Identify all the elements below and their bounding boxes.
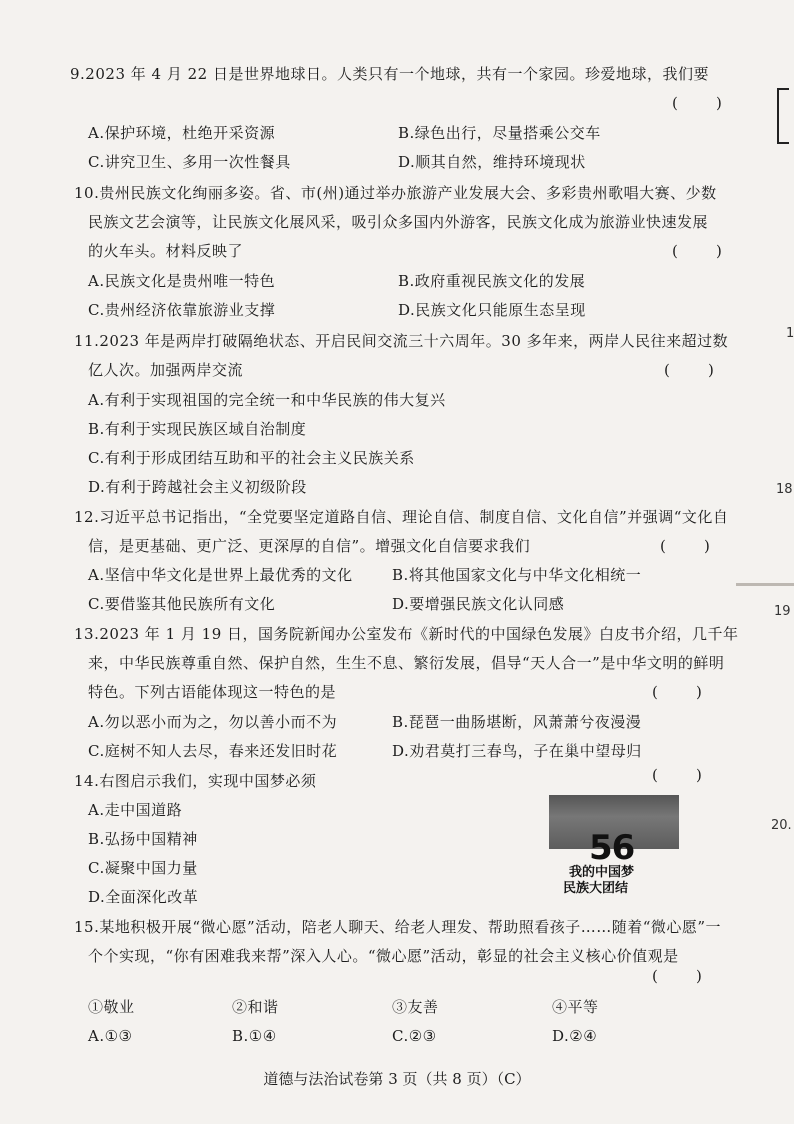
q11-answer-blank[interactable]: ( ): [664, 361, 714, 379]
q15-item-2: ②和谐: [232, 998, 279, 1016]
q10-option-c: C.贵州经济依靠旅游业支撑: [88, 301, 276, 319]
page-footer: 道德与法治试卷第 3 页（共 8 页）（C）: [263, 1070, 531, 1088]
q9-option-a: A.保护环境，杜绝开采资源: [88, 124, 276, 142]
q9-answer-blank[interactable]: ( ): [672, 94, 722, 112]
q9-option-c: C.讲究卫生、多用一次性餐具: [88, 153, 291, 171]
q15-item-3: ③友善: [392, 998, 439, 1016]
q10-option-d: D.民族文化只能原生态呈现: [398, 301, 586, 319]
q10-answer-blank[interactable]: ( ): [672, 242, 722, 260]
q15-option-c: C.②③: [392, 1027, 437, 1045]
margin-smudge: [736, 583, 794, 586]
q11-option-d: D.有利于跨越社会主义初级阶段: [88, 478, 307, 496]
q14-stem-line-1: 14.右图启示我们，实现中国梦必须: [74, 772, 317, 790]
q15-option-d: D.②④: [552, 1027, 598, 1045]
q12-option-a: A.坚信中华文化是世界上最优秀的文化: [88, 566, 353, 584]
q9-stem-line-1: 9.2023 年 4 月 22 日是世界地球日。人类只有一个地球，共有一个家园。珍爱地球，我们要: [70, 65, 709, 83]
q9-option-d: D.顺其自然，维持环境现状: [398, 153, 586, 171]
q12-option-d: D.要增强民族文化认同感: [392, 595, 565, 613]
q13-stem-line-3: 特色。下列古语能体现这一特色的是: [88, 683, 337, 701]
q13-option-b: B.琵琶一曲肠堪断，风萧萧兮夜漫漫: [392, 713, 642, 731]
q10-stem-line-3: 的火车头。材料反映了: [88, 242, 244, 260]
poster-caption-line-2: 民族大团结: [563, 881, 629, 895]
margin-number-19: 19: [774, 604, 791, 619]
margin-number-18: 18: [776, 482, 793, 497]
q14-option-a: A.走中国道路: [88, 801, 183, 819]
q15-item-1: ①敬业: [88, 998, 135, 1016]
margin-number-1: 1: [786, 326, 794, 341]
q14-answer-blank[interactable]: ( ): [652, 766, 702, 784]
ethnic-unity-poster-image: [549, 795, 679, 895]
q12-answer-blank[interactable]: ( ): [660, 537, 710, 555]
q15-option-b: B.①④: [232, 1027, 277, 1045]
q12-stem-line-2: 信，是更基础、更广泛、更深厚的自信”。增强文化自信要求我们: [88, 537, 531, 555]
q12-option-b: B.将其他国家文化与中华文化相统一: [392, 566, 642, 584]
q15-answer-blank[interactable]: ( ): [652, 967, 702, 985]
margin-number-20: 20.: [771, 818, 792, 833]
q11-option-a: A.有利于实现祖国的完全统一和中华民族的伟大复兴: [88, 391, 446, 409]
q14-option-c: C.凝聚中国力量: [88, 859, 198, 877]
q14-option-d: D.全面深化改革: [88, 888, 199, 906]
q13-stem-line-1: 13.2023 年 1 月 19 日，国务院新闻办公室发布《新时代的中国绿色发展》白皮书介绍，几千年: [74, 625, 739, 643]
q10-option-a: A.民族文化是贵州唯一特色: [88, 272, 276, 290]
q10-option-b: B.政府重视民族文化的发展: [398, 272, 586, 290]
q13-stem-line-2: 来，中华民族尊重自然、保护自然，生生不息、繁衍发展，倡导“天人合一”是中华文明的鲜明: [88, 654, 725, 672]
q14-option-b: B.弘扬中国精神: [88, 830, 198, 848]
adjacent-page-bracket: [777, 88, 789, 144]
q10-stem-line-2: 民族文艺会演等，让民族文化展风采，吸引众多国内外游客，民族文化成为旅游业快速发展: [88, 213, 709, 231]
q11-option-c: C.有利于形成团结互助和平的社会主义民族关系: [88, 449, 415, 467]
q15-option-a: A.①③: [88, 1027, 133, 1045]
q13-option-d: D.劝君莫打三春鸟，子在巢中望母归: [392, 742, 642, 760]
q11-stem-line-1: 11.2023 年是两岸打破隔绝状态、开启民间交流三十六周年。30 多年来，两岸人民往来超过数: [74, 332, 729, 350]
q15-item-4: ④平等: [552, 998, 599, 1016]
poster-number: 56: [589, 828, 635, 868]
q9-option-b: B.绿色出行，尽量搭乘公交车: [398, 124, 601, 142]
q13-answer-blank[interactable]: ( ): [652, 683, 702, 701]
q11-option-b: B.有利于实现民族区域自治制度: [88, 420, 307, 438]
q11-stem-line-2: 亿人次。加强两岸交流: [88, 361, 244, 379]
q12-option-c: C.要借鉴其他民族所有文化: [88, 595, 276, 613]
q13-option-a: A.勿以恶小而为之，勿以善小而不为: [88, 713, 338, 731]
q10-stem-line-1: 10.贵州民族文化绚丽多姿。省、市(州)通过举办旅游产业发展大会、多彩贵州歌唱大赛、少数: [74, 184, 717, 202]
q15-stem-line-2: 个个实现，“你有困难我来帮”深入人心。“微心愿”活动，彰显的社会主义核心价值观是: [88, 947, 679, 965]
q12-stem-line-1: 12.习近平总书记指出，“全党要坚定道路自信、理论自信、制度自信、文化自信”并强调“文化自: [74, 508, 729, 526]
q13-option-c: C.庭树不知人去尽，春来还发旧时花: [88, 742, 338, 760]
q15-stem-line-1: 15.某地积极开展“微心愿”活动，陪老人聊天、给老人理发、帮助照看孩子……随着“微心愿”一: [74, 918, 722, 936]
poster-caption-line-1: 我的中国梦: [569, 865, 635, 880]
